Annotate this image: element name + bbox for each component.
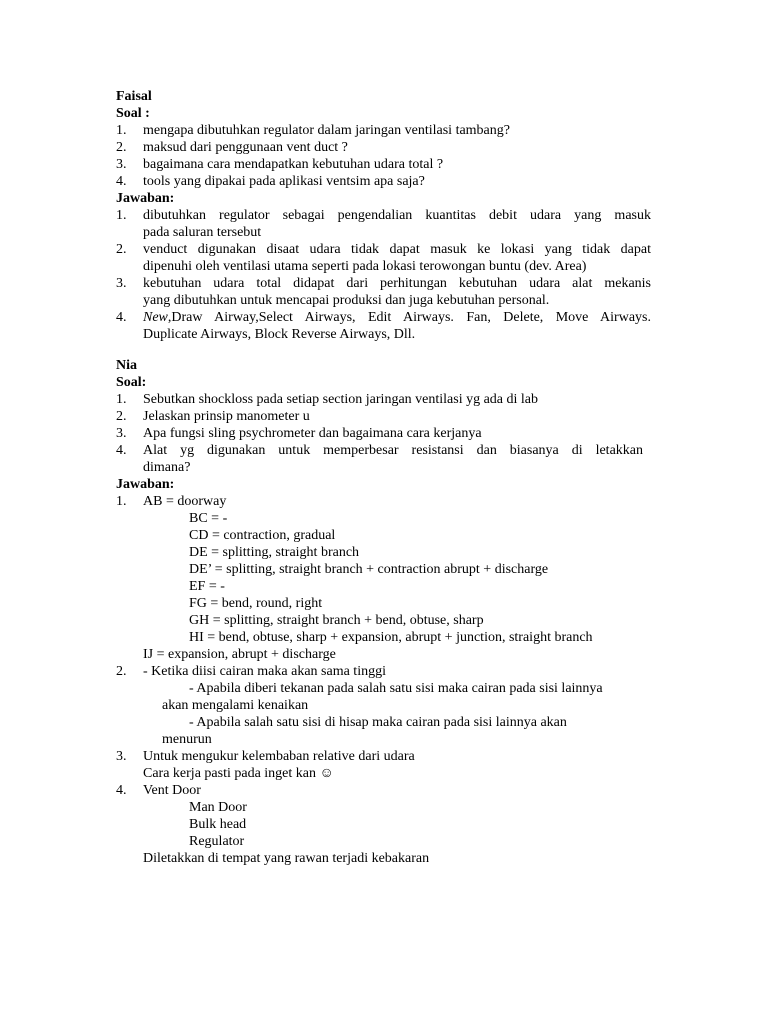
faisal-answer-4-line-1	[143, 309, 651, 326]
list-number: 3.	[116, 276, 127, 291]
nia-answer-1-last: IJ = expansion, abrupt + discharge	[143, 647, 336, 662]
faisal-question-1: mengapa dibutuhkan regulator dalam jaringan ventilasi tambang?	[143, 123, 510, 138]
list-number: 1.	[116, 208, 127, 223]
faisal-soal-label: Soal :	[116, 106, 150, 121]
list-number: 4.	[116, 443, 127, 458]
list-number: 4.	[116, 783, 127, 798]
faisal-question-2: maksud dari penggunaan vent duct ?	[143, 140, 348, 155]
shockloss-item: HI = bend, obtuse, sharp + expansion, abrupt + junction, straight branch	[189, 630, 593, 645]
faisal-answer-2-line-1: venduct digunakan disaat udara tidak dapat masuk ke lokasi yang tidak dapat	[143, 242, 651, 257]
list-number: 4.	[116, 174, 127, 189]
nia-soal-label: Soal:	[116, 375, 147, 390]
nia-question-2: Jelaskan prinsip manometer u	[143, 409, 310, 424]
list-number: 1.	[116, 123, 127, 138]
shockloss-item: DE = splitting, straight branch	[189, 545, 360, 560]
list-number: 3.	[116, 749, 127, 764]
shockloss-item: GH = splitting, straight branch + bend, obtuse, sharp	[189, 613, 484, 628]
nia-answer-2-line-3: akan mengalami kenaikan	[162, 698, 309, 713]
list-number: 2.	[116, 409, 127, 424]
shockloss-item: DE’ = splitting, straight branch + contraction abrupt + discharge	[189, 562, 549, 577]
vent-door-item: Bulk head	[189, 817, 247, 832]
nia-question-3: Apa fungsi sling psychrometer dan bagaimana cara kerjanya	[143, 426, 482, 441]
shockloss-item: BC = -	[189, 511, 228, 526]
faisal-question-3: bagaimana cara mendapatkan kebutuhan udara total ?	[143, 157, 444, 172]
faisal-answer-4-line-2: Duplicate Airways, Block Reverse Airways, Dll.	[143, 327, 416, 342]
shockloss-item: EF = -	[189, 579, 225, 594]
nia-answer-2-line-4: - Apabila salah satu sisi di hisap maka cairan pada sisi lainnya akan	[189, 715, 567, 730]
answer-text: ,Draw Airway,Select Airways, Edit Airways. Fan, Delete, Move Airways.	[167, 310, 651, 325]
italic-word: New	[143, 310, 168, 325]
list-number: 2.	[116, 664, 127, 679]
nia-answer-1-first: AB = doorway	[143, 494, 227, 509]
nia-question-1: Sebutkan shockloss pada setiap section jaringan ventilasi yg ada di lab	[143, 392, 539, 407]
nia-answer-2-line-2: - Apabila diberi tekanan pada salah satu sisi maka cairan pada sisi lainnya	[189, 681, 603, 696]
nia-question-4-line-2: dimana?	[143, 460, 191, 475]
faisal-answer-1-line-2: pada saluran tersebut	[143, 225, 262, 240]
faisal-jawaban-label: Jawaban:	[116, 191, 175, 206]
list-number: 3.	[116, 426, 127, 441]
list-number: 3.	[116, 157, 127, 172]
list-number: 4.	[116, 310, 127, 325]
faisal-answer-1-line-1: dibutuhkan regulator sebagai pengendalian kuantitas debit udara yang masuk	[143, 208, 651, 223]
nia-answer-3-line-1: Untuk mengukur kelembaban relative dari udara	[143, 749, 415, 764]
nia-jawaban-label: Jawaban:	[116, 477, 175, 492]
list-number: 1.	[116, 392, 127, 407]
vent-door-item: Regulator	[189, 834, 245, 849]
nia-answer-3-line-2: Cara kerja pasti pada inget kan ☺	[143, 766, 334, 781]
list-number: 2.	[116, 242, 127, 257]
faisal-answer-2-line-2: dipenuhi oleh ventilasi utama seperti pada lokasi terowongan buntu (dev. Area)	[143, 259, 587, 274]
nia-answer-4-first: Vent Door	[143, 783, 201, 798]
nia-answer-4-last: Diletakkan di tempat yang rawan terjadi kebakaran	[143, 851, 430, 866]
faisal-question-4: tools yang dipakai pada aplikasi ventsim apa saja?	[143, 174, 425, 189]
nia-answer-2-line-5: menurun	[162, 732, 212, 747]
list-number: 1.	[116, 494, 127, 509]
nia-answer-2-line-1: - Ketika diisi cairan maka akan sama tinggi	[143, 664, 386, 679]
faisal-answer-3-line-2: yang dibutuhkan untuk mencapai produksi dan juga kebutuhan personal.	[143, 293, 550, 308]
faisal-answer-3-line-1: kebutuhan udara total didapat dari perhitungan kebutuhan udara alat mekanis	[143, 276, 651, 291]
vent-door-item: Man Door	[189, 800, 247, 815]
section-name-faisal: Faisal	[116, 89, 152, 104]
nia-question-4-line-1: Alat yg digunakan untuk memperbesar resistansi dan biasanya di letakkan	[143, 443, 643, 458]
shockloss-item: FG = bend, round, right	[189, 596, 323, 611]
section-name-nia: Nia	[116, 358, 137, 373]
shockloss-item: CD = contraction, gradual	[189, 528, 336, 543]
list-number: 2.	[116, 140, 127, 155]
